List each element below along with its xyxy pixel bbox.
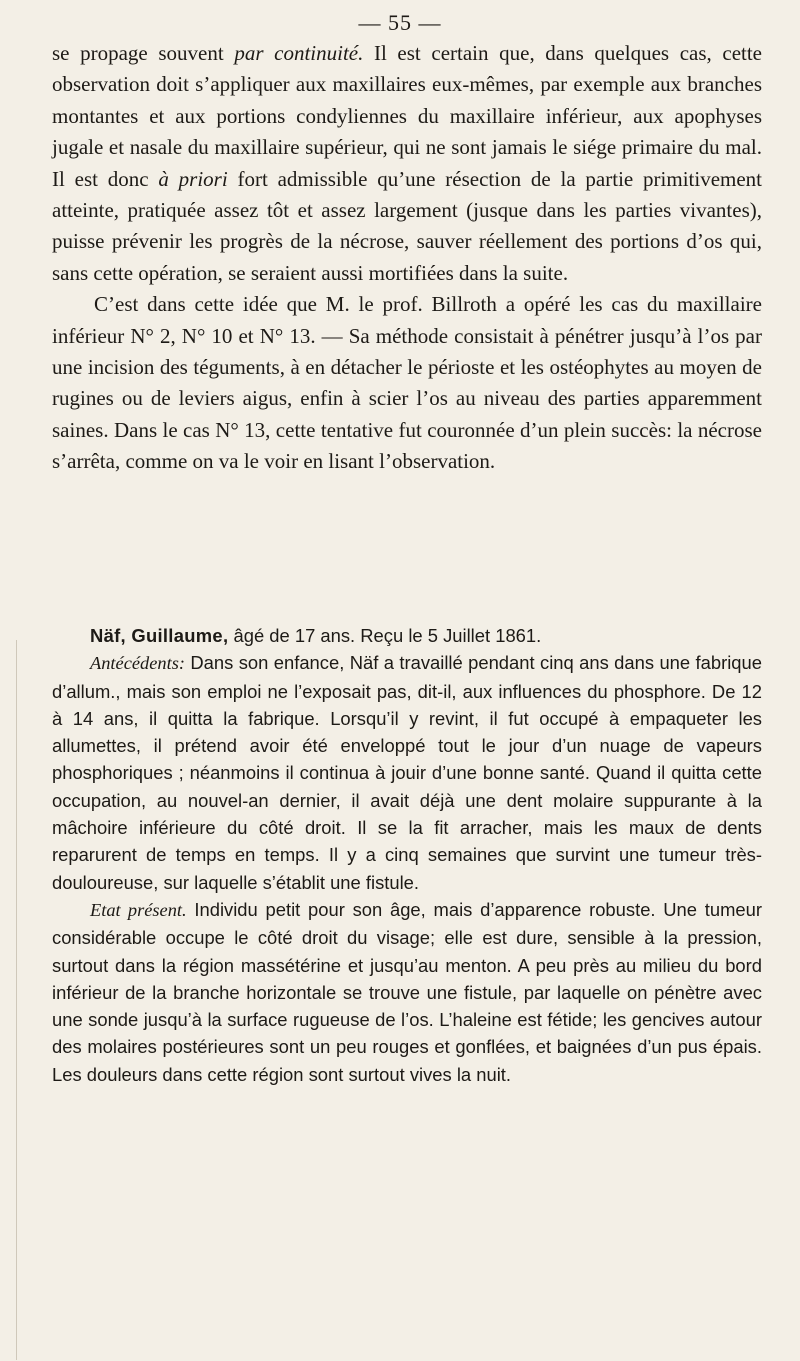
paragraph1-italic-b: à priori — [158, 166, 228, 191]
page-number: — 55 — — [358, 10, 442, 35]
page-edge-line — [16, 640, 17, 1360]
paragraph-billroth: C’est dans cette idée que M. le prof. Billroth a opéré les cas du maxillaire inférieur N° 2, N° 10 et N° 13. — Sa méthode consistait à pénétrer jusqu’à l’os par une incision des téguments, à en détacher le périoste et les ostéophytes au moyen de rugines ou de leviers aigus, enfin à scier l’os au niveau des parties apparemment saines. Dans le cas N° 13, cette tentative fut couronnée d’un plein succès: la nécrose s’arrêta, comme on va le voir en lisant l’observation. — [52, 292, 762, 474]
paragraph1-text-a: se propage souvent — [52, 41, 235, 65]
paragraph1-text-b: Il est certain que, dans quelques cas, cette observation doit s’appliquer aux maxillaires eux-mêmes, par exemple aux branches montantes et aux portions condyliennes du maxillaire inférieur, aux apophyses jugale et nasale du maxillaire supérieur, qui ne sont jamais le siége primaire du mal. Il est donc — [52, 41, 763, 191]
etat-present-lead: Etat présent. — [90, 899, 187, 920]
patient-header — [52, 622, 762, 649]
etat-present-paragraph — [52, 896, 762, 1088]
paragraph1-text-c: fort admissible qu’une résection de la partie primitivement atteinte, pratiquée assez tôt et assez largement (jusque dans les parties vivantes), puisse prévenir les progrès de la nécrose, sauver réellement des portions d’os qui, sans cette opération, se seraient aussi mortifiées dans la suite. — [52, 166, 763, 285]
paragraph1-italic-a: par continuité. — [234, 41, 364, 65]
patient-name: Näf, Guillaume, — [90, 625, 229, 646]
main-text — [52, 38, 762, 478]
etat-present-text: Individu petit pour son âge, mais d’apparence robuste. Une tumeur considérable occupe le côté droit du visage; elle est dure, sensible à la pression, surtout dans la région massétérine et jusqu’au menton. A peu près au milieu du bord inférieur de la branche horizontale se trouve une fistule, par laquelle on pénètre avec une sonde jusqu’à la surface rugueuse de l’os. L’haleine est fétide; les gencives autour des molaires postérieures sont un peu rouges et gonflées, et baignées d’un pus épais. Les douleurs dans cette région sont surtout vives la nuit. — [52, 898, 762, 1085]
antecedents-lead: Antécédents: — [90, 653, 185, 674]
paragraph-continuation — [52, 38, 762, 289]
patient-details: âgé de 17 ans. Reçu le 5 Juillet 1861. — [228, 625, 542, 646]
antecedents-paragraph — [52, 649, 762, 896]
observation-block — [52, 622, 762, 1088]
antecedents-text: Dans son enfance, Näf a travaillé pendant cinq ans dans une fabrique d’allum., mais son emploi ne l’exposait pas, dit-il, aux influences du phosphore. De 12 à 14 ans, il quitta la fabrique. Lorsqu’il y revint, il fut occupé à empaqueter les allumettes, il prétend avoir été enveloppé tout le jour d’un nuage de vapeurs phosphoriques ; néanmoins il continua à jouir d’une bonne santé. Quand il quitta cette occupation, au nouvel-an dernier, il avait déjà une dent molaire suppurante à la mâchoire inférieure du côté droit. Il se la fit arracher, mais les maux de dents reparurent de temps en temps. Il y a cinq semaines que survint une tumeur très-douloureuse, sur laquelle s’établit une fistule. — [52, 652, 762, 893]
